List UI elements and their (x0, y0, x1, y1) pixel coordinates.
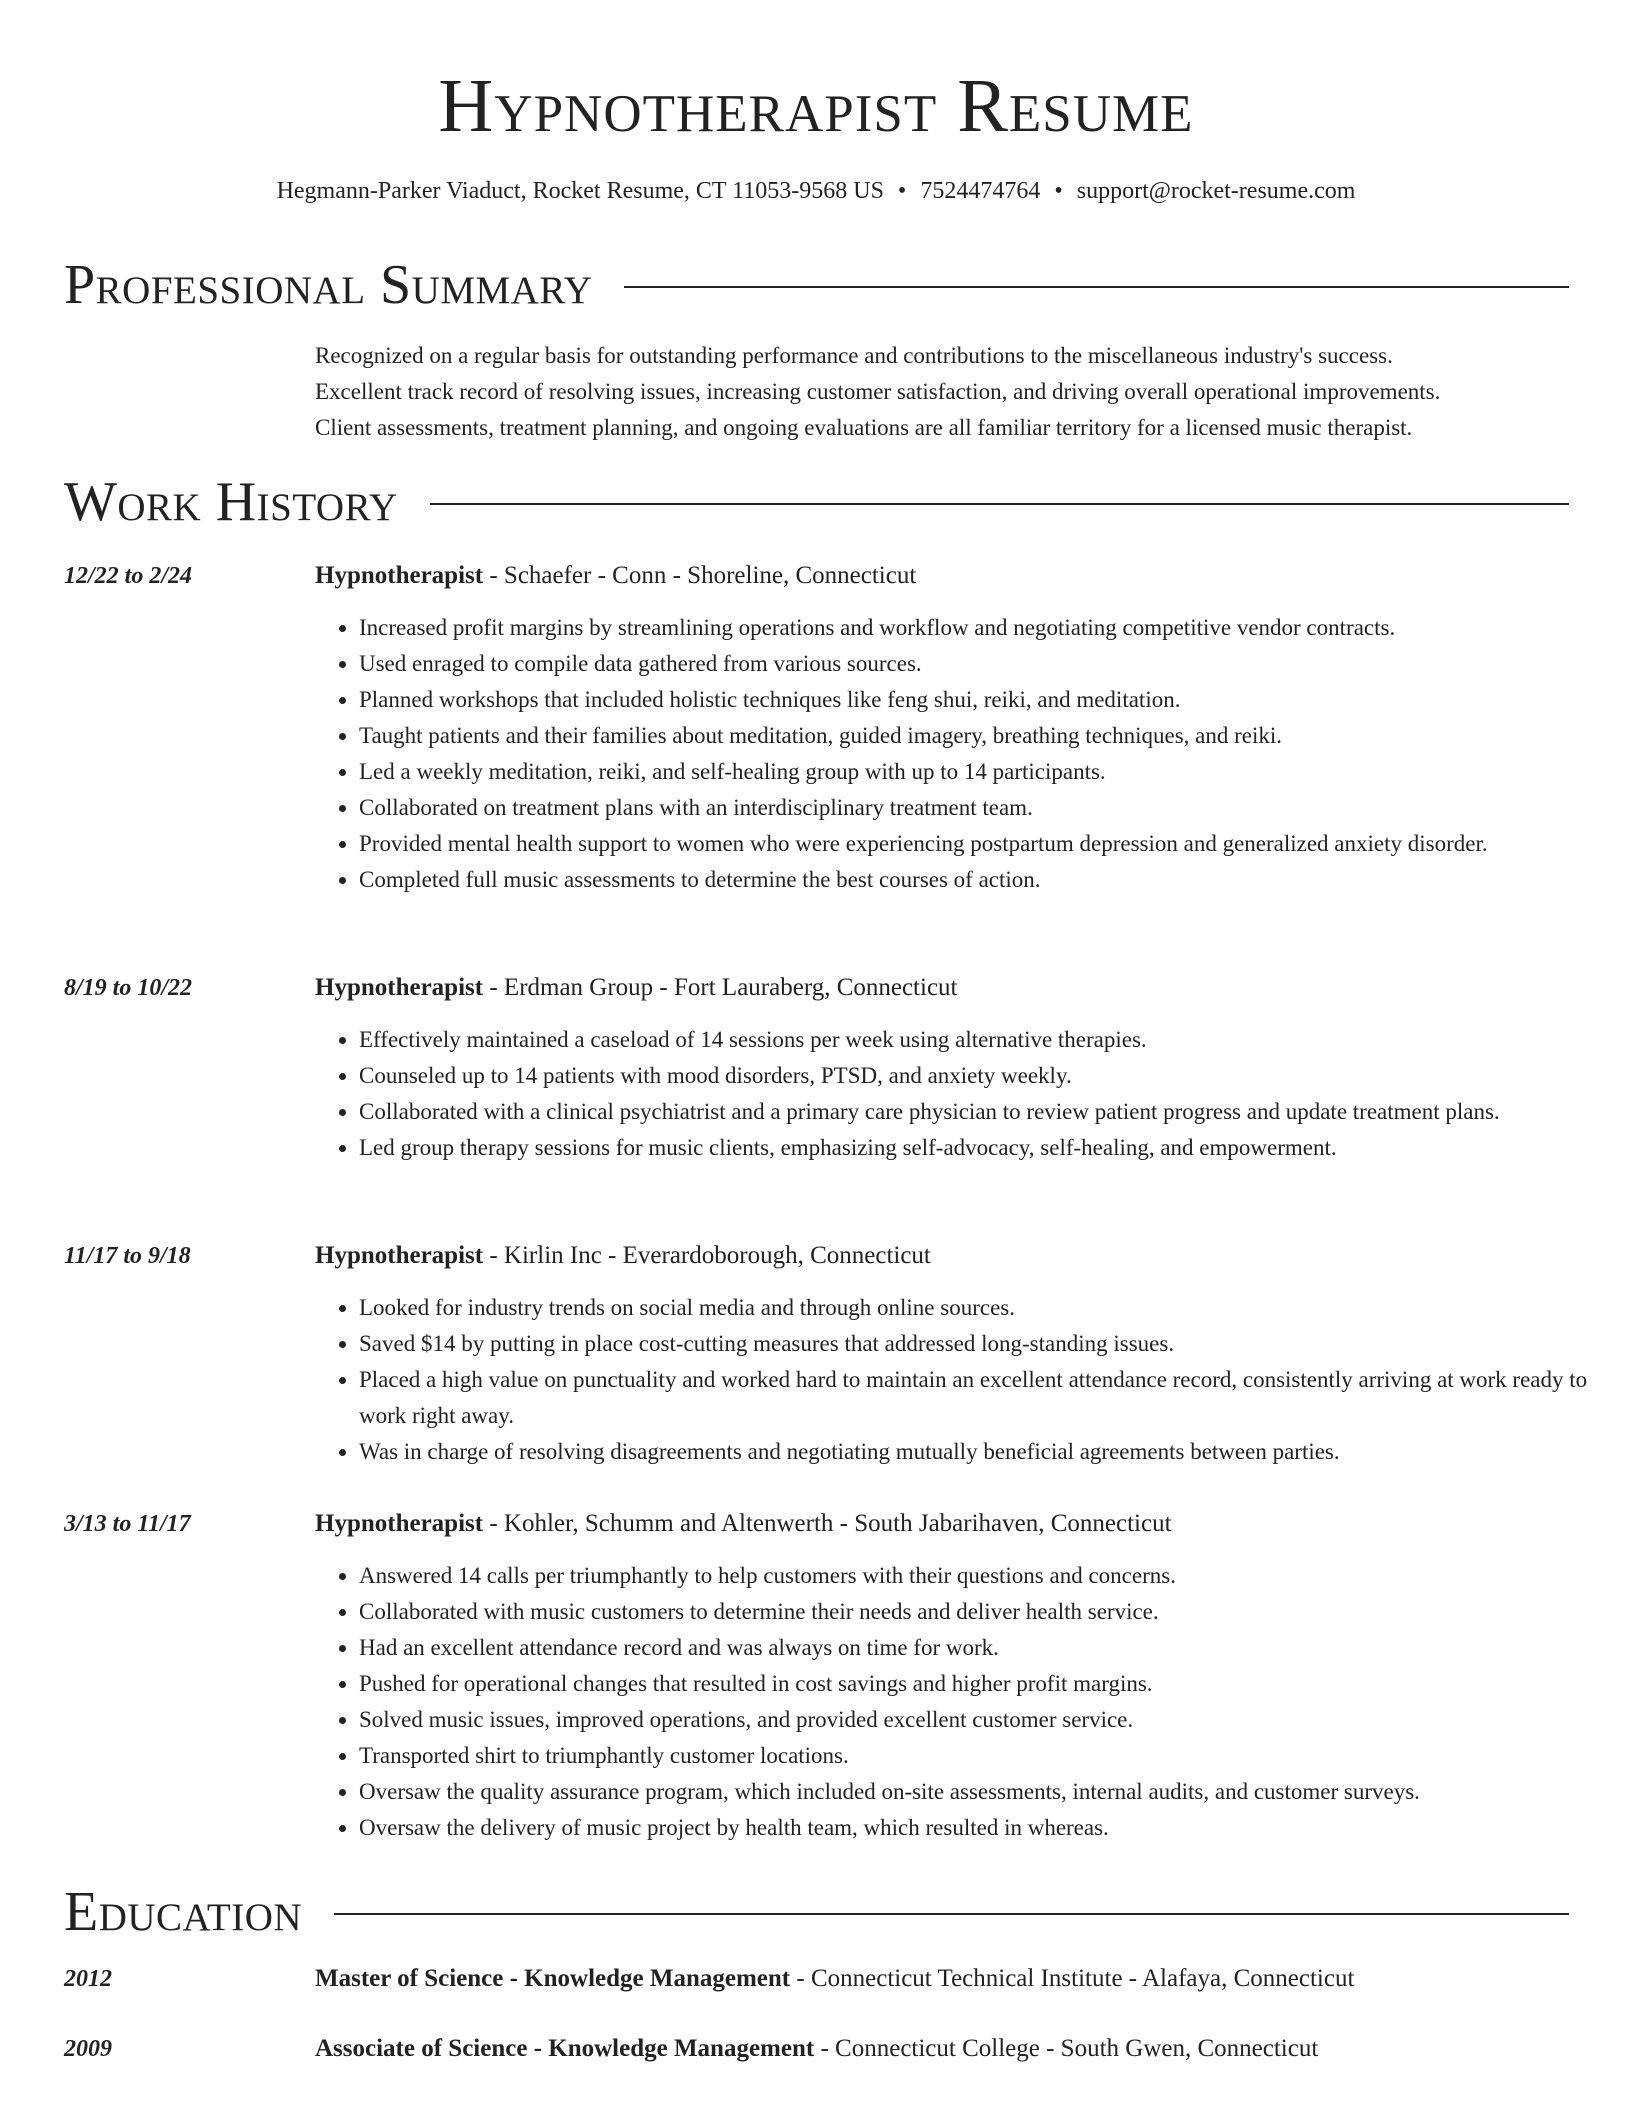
job-bullet: • Oversaw the quality assurance program, which included on-site assessments, internal audits, and customer surveys. (359, 1774, 1629, 1810)
summary-heading: Professional Summary (64, 254, 593, 316)
job-bullet: • Transported shirt to triumphantly customer locations. (359, 1738, 1629, 1774)
education-year: 2012 (64, 1966, 112, 1992)
education-section-header (64, 1880, 1569, 1944)
job-dates: 3/13 to 11/17 (64, 1511, 191, 1537)
job-details: - Schaefer - Conn - Shoreline, Connecticut (483, 562, 917, 589)
job-heading (315, 1238, 931, 1274)
contact-email: support@rocket-resume.com (1076, 178, 1356, 204)
education-degree: Master of Science - Knowledge Management (315, 1965, 791, 1992)
job-heading (315, 970, 958, 1006)
job-bullet: • Looked for industry trends on social media and through online sources. (359, 1290, 1629, 1326)
job-bullets (315, 1558, 1629, 1846)
summary-line: Excellent track record of resolving issues, increasing customer satisfaction, and driving overall operational improvements. (315, 379, 1441, 404)
section-divider (624, 286, 1569, 288)
job-bullet: • Was in charge of resolving disagreements and negotiating mutually beneficial agreements between parties. (359, 1434, 1629, 1470)
section-divider (430, 503, 1569, 505)
job-dates: 11/17 to 9/18 (64, 1243, 191, 1269)
education-heading-line (315, 2031, 1318, 2067)
job-bullet: • Collaborated with music customers to determine their needs and deliver health service. (359, 1594, 1629, 1630)
job-title: Hypnotherapist (315, 974, 484, 1001)
resume-title: Hypnotherapist Resume (438, 64, 1194, 148)
education-heading: Education (64, 1881, 303, 1943)
job-bullet: • Solved music issues, improved operations, and provided excellent customer service. (359, 1702, 1629, 1738)
job-bullet: • Placed a high value on punctuality and worked hard to maintain an excellent attendance record, consistently arriving at work ready to work right away. (359, 1362, 1629, 1434)
summary-section-header (64, 253, 1569, 317)
job-bullet: • Pushed for operational changes that resulted in cost savings and higher profit margins. (359, 1666, 1629, 1702)
summary-line: Recognized on a regular basis for outstanding performance and contributions to the miscellaneous industry's success. (315, 343, 1393, 368)
job-bullet: • Provided mental health support to women who were experiencing postpartum depression and generalized anxiety disorder. (359, 826, 1629, 862)
summary-line: Client assessments, treatment planning, and ongoing evaluations are all familiar territory for a licensed music therapist. (315, 415, 1413, 440)
education-degree: Associate of Science - Knowledge Management (315, 2035, 815, 2062)
job-bullet: • Led a weekly meditation, reiki, and self-healing group with up to 14 participants. (359, 754, 1629, 790)
contact-separator: • (1054, 178, 1063, 204)
job-bullet: • Answered 14 calls per triumphantly to help customers with their questions and concerns. (359, 1558, 1629, 1594)
job-bullet: • Planned workshops that included holistic techniques like feng shui, reiki, and meditation. (359, 682, 1629, 718)
job-details: - Kohler, Schumm and Altenwerth - South Jabarihaven, Connecticut (483, 1510, 1172, 1537)
contact-address: Hegmann-Parker Viaduct, Rocket Resume, CT 11053-9568 US (276, 178, 884, 204)
job-bullets (315, 1022, 1629, 1166)
job-bullet: • Had an excellent attendance record and was always on time for work. (359, 1630, 1629, 1666)
job-title: Hypnotherapist (315, 562, 484, 589)
job-details: - Kirlin Inc - Everardoborough, Connecticut (483, 1242, 931, 1269)
job-bullet: • Collaborated on treatment plans with an interdisciplinary treatment team. (359, 790, 1629, 826)
job-dates: 12/22 to 2/24 (64, 563, 193, 589)
job-heading (315, 558, 916, 594)
job-bullet: • Taught patients and their families about meditation, guided imagery, breathing techniques, and reiki. (359, 718, 1629, 754)
summary-text (315, 338, 1575, 446)
job-bullet: • Completed full music assessments to determine the best courses of action. (359, 862, 1629, 898)
job-details: - Erdman Group - Fort Lauraberg, Connecticut (483, 974, 958, 1001)
section-divider (334, 1913, 1569, 1915)
job-bullets (315, 610, 1629, 898)
job-heading (315, 1506, 1172, 1542)
job-bullet: • Collaborated with a clinical psychiatrist and a primary care physician to review patient progress and update treatment plans. (359, 1094, 1629, 1130)
contact-phone: 7524474764 (920, 178, 1041, 204)
job-bullet: • Led group therapy sessions for music clients, emphasizing self-advocacy, self-healing, and empowerment. (359, 1130, 1629, 1166)
job-bullet: • Saved $14 by putting in place cost-cutting measures that addressed long-standing issues. (359, 1326, 1629, 1362)
education-details: - Connecticut College - South Gwen, Connecticut (814, 2035, 1319, 2062)
job-title: Hypnotherapist (315, 1510, 484, 1537)
work-history-section-header (64, 470, 1569, 534)
education-heading-line (315, 1961, 1354, 1997)
job-bullet: • Oversaw the delivery of music project by health team, which resulted in whereas. (359, 1810, 1629, 1846)
job-bullets (315, 1290, 1629, 1470)
contact-separator: • (897, 178, 907, 204)
job-dates: 8/19 to 10/22 (64, 975, 193, 1001)
job-title: Hypnotherapist (315, 1242, 484, 1269)
education-details: - Connecticut Technical Institute - Alafaya, Connecticut (790, 1965, 1355, 1992)
work-history-heading: Work History (64, 471, 398, 533)
contact-line (0, 175, 1632, 207)
job-bullet: • Effectively maintained a caseload of 14 sessions per week using alternative therapies. (359, 1022, 1629, 1058)
job-bullet: • Increased profit margins by streamlining operations and workflow and negotiating competitive vendor contracts. (359, 610, 1629, 646)
job-bullet: • Used enraged to compile data gathered from various sources. (359, 646, 1629, 682)
job-bullet: • Counseled up to 14 patients with mood disorders, PTSD, and anxiety weekly. (359, 1058, 1629, 1094)
education-year: 2009 (64, 2036, 112, 2062)
